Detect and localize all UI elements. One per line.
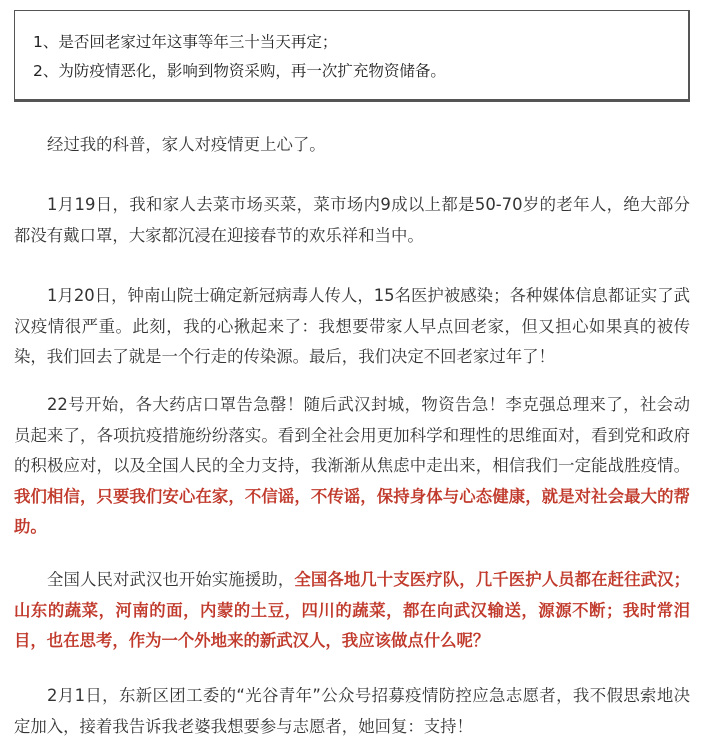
paragraph-science: 经过我的科普，家人对疫情更上心了。 [47,135,326,154]
paragraph-aid [14,565,690,657]
note-box [14,10,690,102]
paragraph-aid-highlight: 全国各地几十支医疗队，几千医护人员都在赶往武汉；山东的蔬菜，河南的面，内蒙的土豆，四川的蔬菜，都在向武汉输送，源源不断；我时常泪目，也在思考，作为一个外地来的新武汉人，我应该做点什么呢？ [14,570,691,650]
note-line-1: 1、是否回老家过年这事等年三十当天再定； [33,33,338,51]
paragraph-jan-20: 1月20日，钟南山院士确定新冠病毒人传人，15名医护被感染；各种媒体信息都证实了武汉疫情很严重。此刻，我的心揪起来了：我想要带家人早点回老家，但又担心如果真的被传染，我们回去了就是一个行走的传染源。最后，我们决定不回老家过年了！ [14,286,690,366]
paragraph-22nd-text: 22号开始，各大药店口罩告急罄！随后武汉封城，物资告急！李克强总理来了，社会动员起来了，各项抗疫措施纷纷落实。看到全社会用更加科学和理性的思维面对，看到党和政府的积极应对，以及全国人民的全力支持，我渐渐从焦虑中走出来，相信我们一定能战胜疫情。 [14,395,690,475]
paragraph-22nd-highlight: 我们相信，只要我们安心在家，不信谣，不传谣，保持身体与心态健康，就是对社会最大的帮助。 [14,486,690,536]
paragraph-feb-1: 2月1日，东新区团工委的“光谷青年”公众号招募疫情防控应急志愿者，我不假思索地决定加入，接着我告诉我老婆我想要参与志愿者，她回复：支持！ [14,686,690,736]
note-line-2: 2、为防疫情恶化，影响到物资采购，再一次扩充物资储备。 [33,62,446,80]
paragraph-22nd [14,390,690,543]
paragraph-aid-text: 全国人民对武汉也开始实施援助， [47,570,295,589]
paragraph-jan-19: 1月19日，我和家人去菜市场买菜，菜市场内9成以上都是50-70岁的老年人，绝大部分都没有戴口罩，大家都沉浸在迎接春节的欢乐祥和当中。 [14,195,690,245]
